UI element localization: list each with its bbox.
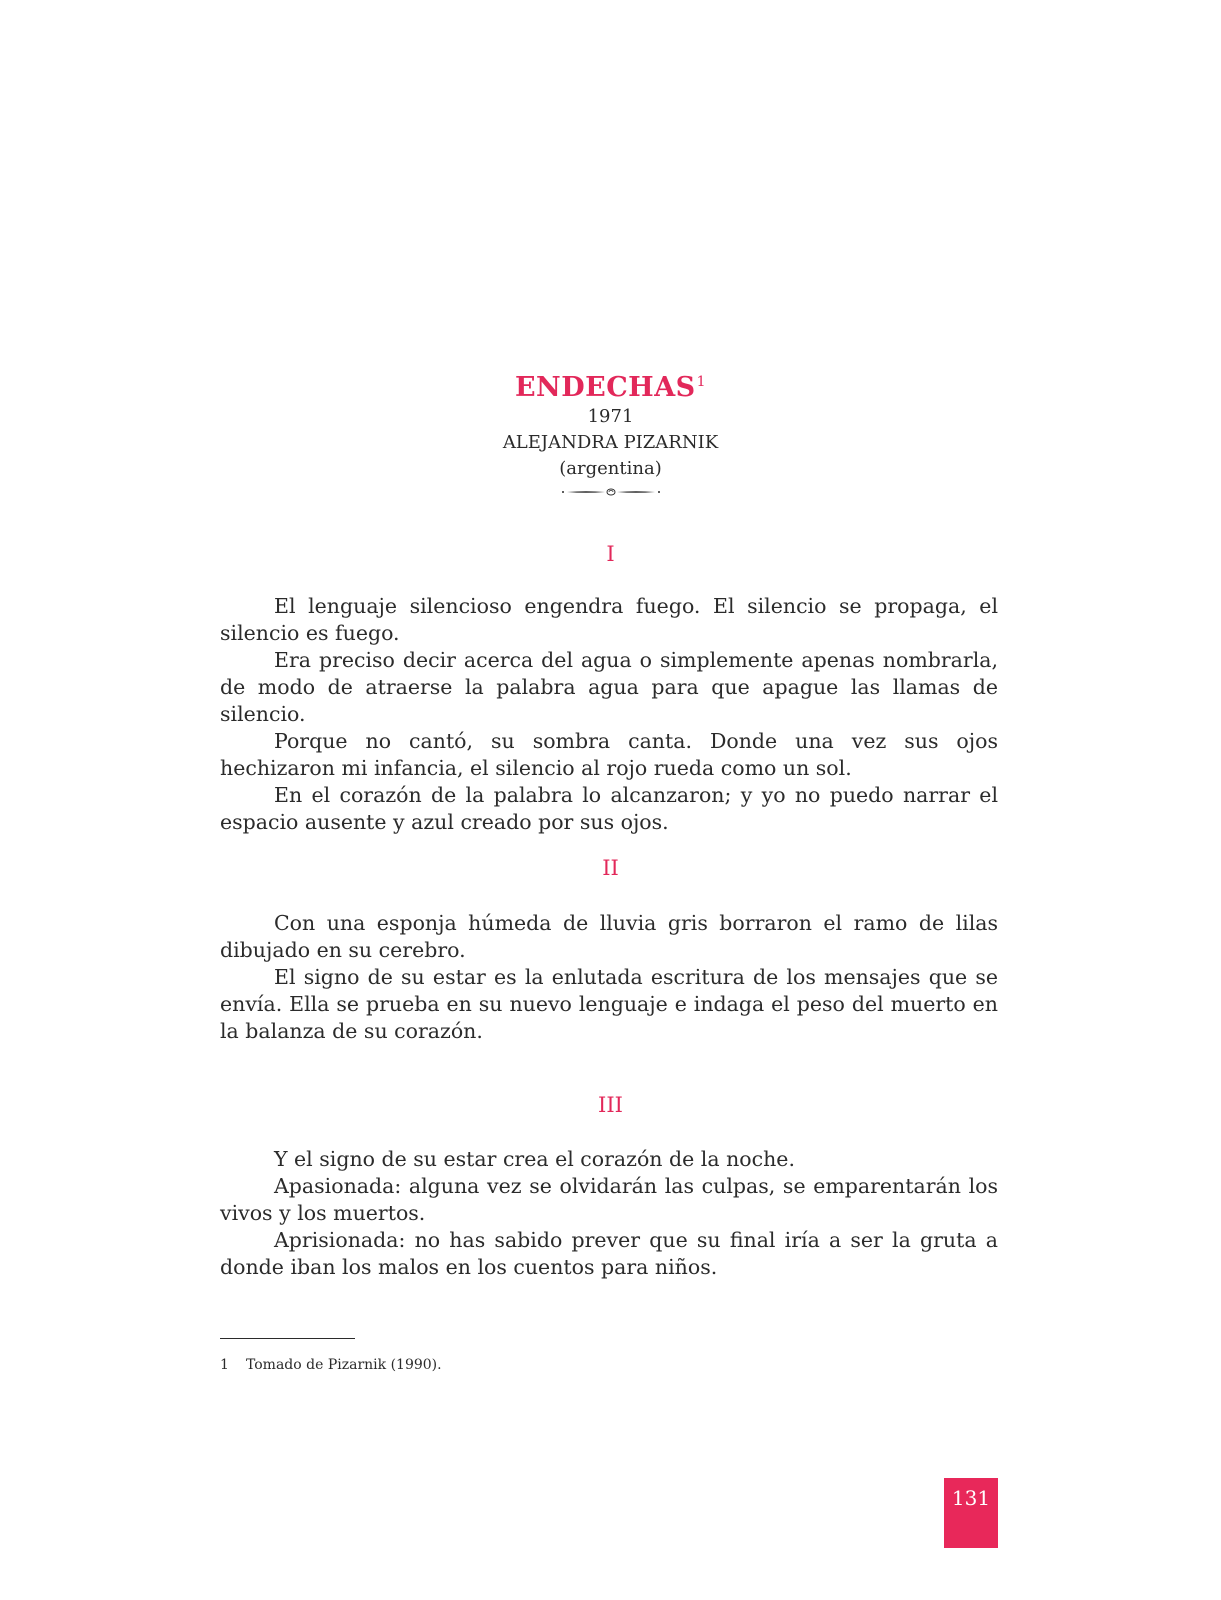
section-2-text	[220, 910, 998, 1045]
poem-year: 1971	[587, 406, 634, 427]
paragraph: Con una esponja húmeda de lluvia gris borraron el ramo de lilas dibujado en su cerebro.	[220, 911, 998, 962]
title-footnote-ref: 1	[696, 374, 707, 390]
author-nationality: (argentina)	[559, 458, 662, 479]
paragraph: Aprisionada: no has sabido prever que su final iría a ser la gruta a donde iban los malos en los cuentos para niños.	[220, 1228, 998, 1279]
poem-header	[0, 372, 1221, 498]
section-1-text	[220, 593, 998, 836]
poem-title	[0, 372, 1221, 404]
footnote	[220, 1357, 442, 1373]
poem-author: ALEJANDRA PIZARNIK	[502, 432, 719, 453]
section-numeral-1: I	[606, 542, 615, 566]
paragraph: Porque no cantó, su sombra canta. Donde una vez sus ojos hechizaron mi infancia, el silencio al rojo rueda como un sol.	[220, 729, 998, 780]
page-number-tab	[944, 1478, 998, 1548]
paragraph: En el corazón de la palabra lo alcanzaron; y yo no puedo narrar el espacio ausente y azul creado por sus ojos.	[220, 783, 998, 834]
page-number: 131	[951, 1486, 991, 1510]
footnote-number: 1	[220, 1357, 229, 1373]
section-numeral-3: III	[598, 1093, 623, 1117]
ornament-divider-icon	[561, 486, 661, 498]
paragraph: Era preciso decir acerca del agua o simplemente apenas nombrarla, de modo de atraerse la palabra agua para que apague las llamas de silencio.	[220, 648, 998, 726]
footnote-text: Tomado de Pizarnik (1990).	[246, 1357, 442, 1373]
section-numeral-2: II	[602, 856, 619, 880]
section-3-text	[220, 1146, 998, 1281]
paragraph: Y el signo de su estar crea el corazón de la noche.	[274, 1147, 795, 1171]
paragraph: Apasionada: alguna vez se olvidarán las culpas, se emparentarán los vivos y los muertos.	[220, 1174, 998, 1225]
poem-title-text: ENDECHAS	[514, 372, 696, 403]
footnote-divider	[220, 1338, 355, 1339]
paragraph: El signo de su estar es la enlutada escritura de los mensajes que se envía. Ella se prueba en su nuevo lenguaje e indaga el peso del muerto en la balanza de su corazón.	[220, 965, 998, 1043]
paragraph: El lenguaje silencioso engendra fuego. El silencio se propaga, el silencio es fuego.	[220, 594, 998, 645]
